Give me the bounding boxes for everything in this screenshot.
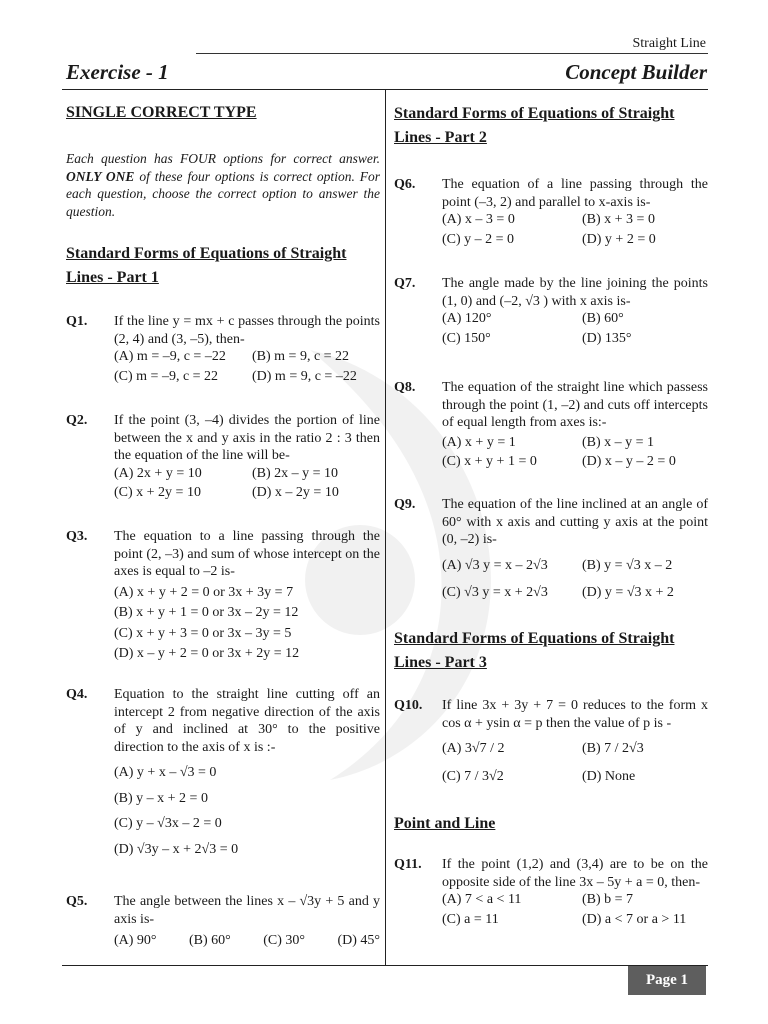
option-c: (C) m = –9, c = 22 <box>114 368 219 384</box>
question-text: Equation to the straight line cutting off an intercept 2 from negative direction of the axis of y and inclined at 30° to the positive direction to the axis of x is :- <box>114 687 380 755</box>
question-number: Q3. <box>66 529 88 544</box>
option-c: (C) 30° <box>263 933 305 948</box>
question-text: If the point (1,2) and (3,4) are to be on the opposite side of the line 3x – 5y + a = 0, then- <box>442 857 708 890</box>
question-q3 <box>66 528 380 663</box>
exercise-subtitle: Concept Builder <box>565 60 707 84</box>
option-a: (A) x + y + 2 = 0 or 3x + 3y = 7 <box>114 584 294 600</box>
question-number: Q10. <box>394 698 423 713</box>
option-c: (C) √3 y = x + 2√3 <box>442 585 548 600</box>
section-heading-point-line: Point and Line <box>394 815 496 832</box>
option-b: (B) x – y = 1 <box>582 434 655 450</box>
option-b: (B) 60° <box>189 933 231 948</box>
question-text: If line 3x + 3y + 7 = 0 reduces to the form x cos α + ysin α = p then the value of p is - <box>442 698 708 731</box>
option-b: (B) x + y + 1 = 0 or 3x – 2y = 12 <box>114 605 299 620</box>
option-a: (A) x – 3 = 0 <box>442 212 515 227</box>
question-number: Q11. <box>394 857 422 872</box>
option-a: (A) 90° <box>114 933 157 948</box>
question-number: Q6. <box>394 177 416 192</box>
option-d: (D) a < 7 or a > 11 <box>582 911 687 927</box>
option-c: (C) y – √3x – 2 = 0 <box>114 816 222 831</box>
question-text: The angle between the lines x – √3y + 5 and y axis is- <box>114 894 380 927</box>
option-d: (D) 135° <box>582 330 632 346</box>
exercise-title: Exercise - 1 <box>66 60 169 84</box>
option-b: (B) 60° <box>582 311 624 326</box>
question-q11 <box>394 856 708 928</box>
option-b: (B) y = √3 x – 2 <box>582 557 673 573</box>
question-text: If the line y = mx + c passes through the points (2, 4) and (3, –5), then- <box>114 314 380 347</box>
question-text: The angle made by the line joining the points (1, 0) and (–2, √3 ) with x axis is- <box>442 276 708 309</box>
option-c: (C) a = 11 <box>442 911 499 927</box>
question-number: Q1. <box>66 314 88 329</box>
question-number: Q8. <box>394 380 416 395</box>
question-q10 <box>394 697 708 785</box>
option-d: (D) x – y + 2 = 0 or 3x + 2y = 12 <box>114 646 300 661</box>
option-c: (C) 7 / 3√2 <box>442 768 504 784</box>
option-b: (B) x + 3 = 0 <box>582 212 655 227</box>
option-b: (B) b = 7 <box>582 892 634 907</box>
option-c: (C) x + y + 1 = 0 <box>442 454 537 469</box>
option-a: (A) x + y = 1 <box>442 434 516 450</box>
footer-rule <box>62 965 708 966</box>
question-text: The equation of a line passing through the point (–3, 2) and parallel to x-axis is- <box>442 177 708 210</box>
page-number-badge: Page 1 <box>628 966 706 995</box>
option-b: (B) 7 / 2√3 <box>582 741 644 756</box>
question-q7 <box>394 275 708 347</box>
question-number: Q5. <box>66 894 88 909</box>
option-a: (A) √3 y = x – 2√3 <box>442 557 548 573</box>
option-c: (C) x + 2y = 10 <box>114 485 201 500</box>
option-b: (B) m = 9, c = 22 <box>252 349 350 364</box>
option-a: (A) 2x + y = 10 <box>114 465 202 481</box>
section-heading-part3: Standard Forms of Equations of Straight Lines - Part 3 <box>394 630 675 671</box>
option-a: (A) 3√7 / 2 <box>442 741 505 756</box>
question-text: The equation of the straight line which passess through the point (1, –2) and cuts off intercepts of equal length from axes is:- <box>442 380 708 430</box>
section-heading-part2: Standard Forms of Equations of Straight Lines - Part 2 <box>394 105 675 146</box>
option-c: (C) 150° <box>442 330 491 346</box>
option-b: (B) y – x + 2 = 0 <box>114 790 208 806</box>
option-d: (D) √3y – x + 2√3 = 0 <box>114 841 239 857</box>
option-d: (D) 45° <box>337 933 380 948</box>
option-c: (C) x + y + 3 = 0 or 3x – 3y = 5 <box>114 625 292 641</box>
question-number: Q4. <box>66 687 88 702</box>
question-q9 <box>394 496 708 602</box>
option-d: (D) None <box>582 768 636 784</box>
question-q4 <box>66 686 380 858</box>
question-number: Q2. <box>66 413 88 428</box>
option-d: (D) x – y – 2 = 0 <box>582 454 676 469</box>
question-type-heading: SINGLE CORRECT TYPE <box>66 104 257 121</box>
option-a: (A) m = –9, c = –22 <box>114 349 226 364</box>
question-q5 <box>66 893 380 950</box>
question-q6 <box>394 176 708 248</box>
option-b: (B) 2x – y = 10 <box>252 465 339 481</box>
question-q2 <box>66 412 380 502</box>
question-q1 <box>66 313 380 385</box>
option-a: (A) y + x – √3 = 0 <box>114 765 217 780</box>
chapter-topic: Straight Line <box>632 36 706 51</box>
question-number: Q7. <box>394 276 416 291</box>
option-d: (D) x – 2y = 10 <box>252 485 339 500</box>
question-text: The equation of the line inclined at an angle of 60° with x axis and cutting y axis at the point (0, –2) is- <box>442 497 708 547</box>
question-number: Q9. <box>394 497 416 512</box>
option-a: (A) 120° <box>442 311 492 326</box>
question-q8 <box>394 379 708 471</box>
option-d: (D) y + 2 = 0 <box>582 231 656 247</box>
option-d: (D) y = √3 x + 2 <box>582 585 674 600</box>
header-rule <box>196 53 708 54</box>
section-heading-part1: Standard Forms of Equations of Straight Lines - Part 1 <box>66 245 347 286</box>
question-text: The equation to a line passing through the point (2, –3) and sum of whose intercept on the axes is equal to –2 is- <box>114 529 380 579</box>
option-c: (C) y – 2 = 0 <box>442 231 515 247</box>
option-a: (A) 7 < a < 11 <box>442 892 522 907</box>
question-text: If the point (3, –4) divides the portion of line between the x and y axis in the ratio 2 : 3 then the equation of the line will be- <box>114 413 380 463</box>
instructions: Each question has FOUR options for correct answer. ONLY ONE of these four options is correct option. For each question, choose the correct option to answer the question. <box>66 151 380 219</box>
option-d: (D) m = 9, c = –22 <box>252 368 357 384</box>
